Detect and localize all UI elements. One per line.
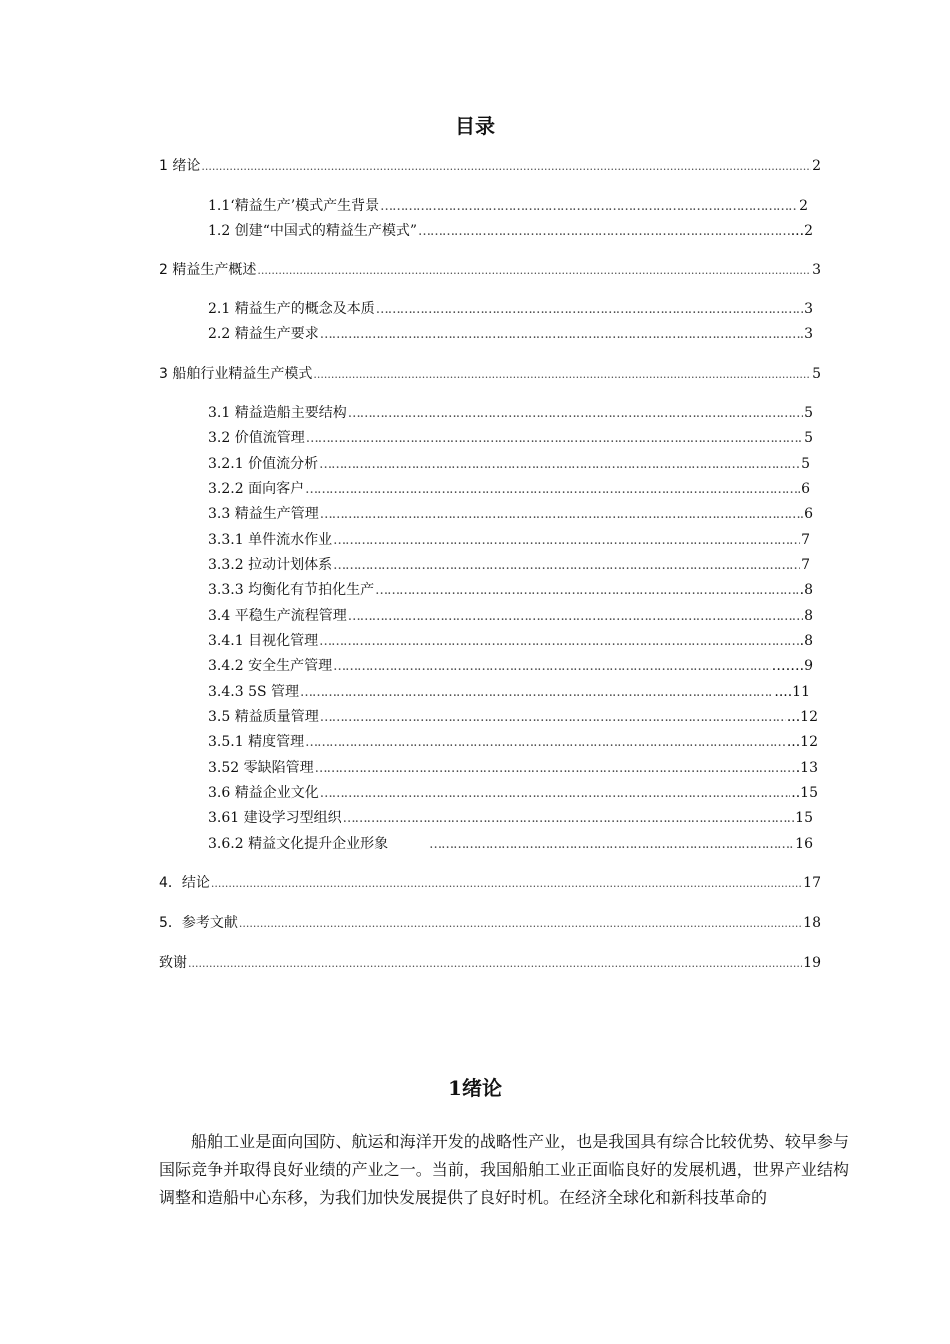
toc-entry-label: 3.3.1 单件流水作业 <box>208 532 333 548</box>
toc-leader <box>320 505 803 525</box>
toc-entry-page: 3 <box>804 326 813 342</box>
toc-entry-page: .13 <box>795 760 818 776</box>
toc-entry-label: 3.6 精益企业文化 <box>208 785 319 801</box>
toc-entry[interactable] <box>208 808 813 828</box>
toc-entry[interactable] <box>208 606 813 626</box>
toc-entry[interactable] <box>208 428 813 448</box>
toc-entry-label: 3.5.1 精度管理 <box>208 734 305 750</box>
toc-entry-page: .8 <box>799 633 813 649</box>
toc-entry-label: 2.1 精益生产的概念及本质 <box>208 301 375 317</box>
chapter-number: 1 <box>448 1076 462 1100</box>
toc-entry-label: 3.3 精益生产管理 <box>208 506 319 522</box>
toc-leader <box>319 632 799 652</box>
toc-entry-label: 4．结论 <box>159 875 210 891</box>
toc-leader <box>319 455 800 475</box>
toc-leader <box>429 835 794 855</box>
toc-entry[interactable] <box>208 682 810 702</box>
toc-entry[interactable] <box>208 631 813 651</box>
toc-entry-page: 17 <box>803 875 821 891</box>
toc-entry-label: 3.52 零缺陷管理 <box>208 760 314 776</box>
toc-entry-label: 3.61 建设学习型组织 <box>208 810 342 826</box>
toc-entry-label: 5．参考文献 <box>159 915 238 931</box>
toc-entry-label: 3.2 价值流管理 <box>208 430 305 446</box>
toc-entry-label: 1.2 创建“中国式的精益生产模式” <box>208 223 418 239</box>
toc-entry-label: 3 船舶行业精益生产模式 <box>159 366 313 382</box>
toc-entry-page: …….9 <box>771 658 813 674</box>
toc-entry-label: 3.4.1 目视化管理 <box>208 633 319 649</box>
toc-entry-label: 1 绪论 <box>159 158 201 174</box>
toc-entry-page: 3 <box>812 262 821 278</box>
chapter-heading: 绪论 <box>461 1076 502 1100</box>
toc-leader <box>320 325 803 345</box>
toc-leader <box>320 784 791 804</box>
toc-leader <box>315 759 795 779</box>
toc-entry-page: 18 <box>803 915 821 931</box>
toc-leader <box>305 733 786 753</box>
toc-entry-label: 3.4.2 安全生产管理 <box>208 658 333 674</box>
toc-entry-label: 3.3.3 均衡化有节拍化生产 <box>208 582 375 598</box>
toc-leader <box>188 954 802 974</box>
toc-entry[interactable] <box>159 913 821 933</box>
toc-leader <box>306 429 803 449</box>
toc-entry-page: 19 <box>803 955 821 971</box>
toc-entry[interactable] <box>208 580 813 600</box>
toc-entry-page: ....11 <box>774 684 810 700</box>
toc-entry-page: ..15 <box>791 785 818 801</box>
toc-entry[interactable] <box>208 299 813 319</box>
toc-entry-page: 5 <box>801 456 810 472</box>
toc-entry-label: 3.1 精益造船主要结构 <box>208 405 347 421</box>
toc-leader <box>300 683 773 703</box>
toc-leader <box>313 365 811 385</box>
toc-entry[interactable] <box>208 324 813 344</box>
toc-entry-page: 2 <box>812 158 821 174</box>
toc-entry-label: 3.5 精益质量管理 <box>208 709 319 725</box>
toc-leader <box>343 809 795 829</box>
toc-entry-label: 1.1‘精益生产’模式产生背景 <box>208 198 380 214</box>
toc-entry-page: 3 <box>804 301 813 317</box>
toc-entry[interactable] <box>159 953 821 973</box>
toc-entry[interactable] <box>159 156 821 176</box>
toc-entry-page: 7 <box>801 532 810 548</box>
toc-entry-label: 3.6.2 精益文化提升企业形象 <box>208 836 389 852</box>
toc-leader <box>380 197 798 217</box>
toc-entry[interactable] <box>208 707 818 727</box>
toc-entry-page: 5 <box>812 366 821 382</box>
toc-leader <box>333 531 800 551</box>
toc-leader <box>418 222 790 242</box>
toc-entry[interactable] <box>208 504 813 524</box>
toc-entry-page: 5 <box>804 405 813 421</box>
toc-leader <box>333 657 771 677</box>
toc-leader <box>239 914 802 934</box>
toc-entry[interactable] <box>208 479 810 499</box>
toc-entry-page: 6 <box>804 506 813 522</box>
toc-entry[interactable] <box>208 454 810 474</box>
toc-entry-page: 7 <box>801 557 810 573</box>
toc-entry-page: .8 <box>799 582 813 598</box>
toc-leader <box>257 261 811 281</box>
toc-entry-page: ...12 <box>786 709 818 725</box>
toc-entry[interactable] <box>208 403 813 423</box>
toc-entry[interactable] <box>159 260 821 280</box>
chapter-title <box>0 1072 950 1101</box>
toc-entry-label: 3.2.2 面向客户 <box>208 481 305 497</box>
chapter-paragraph: 船舶工业是面向国防、航运和海洋开发的战略性产业，也是我国具有综合比较优势、较早参与国际竞争并取得良好业绩的产业之一。当前，我国船舶工业正面临良好的发展机遇，世界产业结构调整和造船中心东移，为我们加快发展提供了良好时机。在经济全球化和新科技革命的 <box>159 1132 849 1207</box>
toc-entry[interactable] <box>159 364 821 384</box>
toc-leader <box>348 607 803 627</box>
toc-entry[interactable] <box>208 834 813 854</box>
toc-entry-page: ...12 <box>786 734 818 750</box>
toc-entry-label: 3.2.1 价值流分析 <box>208 456 319 472</box>
toc-entry-page: 2 <box>799 198 808 214</box>
toc-entry[interactable] <box>208 656 813 676</box>
toc-entry[interactable] <box>208 221 813 241</box>
toc-entry-label: 3.4 平稳生产流程管理 <box>208 608 347 624</box>
toc-leader <box>201 157 811 177</box>
toc-leader <box>375 581 799 601</box>
toc-entry[interactable] <box>208 530 810 550</box>
toc-entry-page: 15 <box>795 810 813 826</box>
toc-title: 目录 <box>455 114 495 138</box>
toc-entry-page: 8 <box>804 608 813 624</box>
toc-leader <box>348 404 803 424</box>
toc-entry-page: ...2 <box>790 223 813 239</box>
toc-entry-page: 5 <box>804 430 813 446</box>
toc-entry[interactable] <box>159 873 821 893</box>
toc-entry[interactable] <box>208 196 808 216</box>
toc-entry-label: 致谢 <box>159 955 187 971</box>
toc-leader <box>376 300 803 320</box>
toc-entry-page: 16 <box>795 836 813 852</box>
toc-entry-label: 2.2 精益生产要求 <box>208 326 319 342</box>
toc-leader <box>320 708 786 728</box>
toc-leader <box>305 480 800 500</box>
toc-leader <box>333 556 800 576</box>
toc-leader <box>211 874 802 894</box>
toc-entry[interactable] <box>208 555 810 575</box>
toc-entry[interactable] <box>208 783 818 803</box>
toc-entry[interactable] <box>208 732 818 752</box>
toc-entry-label: 3.4.3 5S 管理 <box>208 684 300 700</box>
toc-entry[interactable] <box>208 758 818 778</box>
toc-entry-label: 3.3.2 拉动计划体系 <box>208 557 333 573</box>
toc-entry-label: 2 精益生产概述 <box>159 262 257 278</box>
toc-entry-page: 6 <box>801 481 810 497</box>
